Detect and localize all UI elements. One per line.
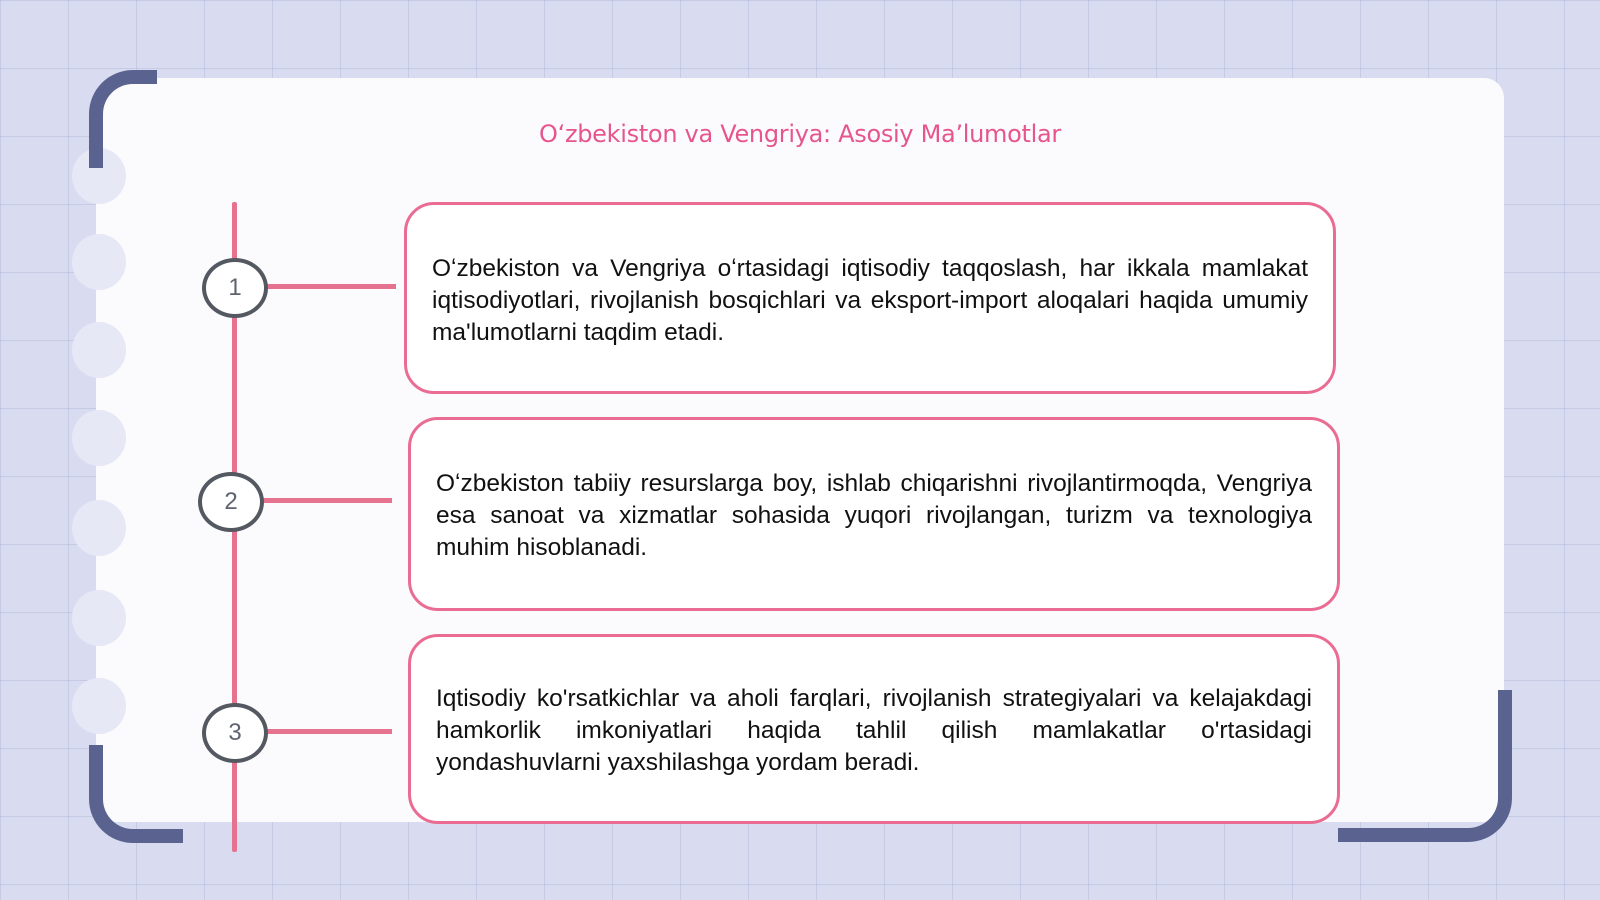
step-number-badge: 3: [202, 703, 268, 763]
info-card: [408, 634, 1340, 824]
info-card-text: Oʻzbekiston tabiiy resurslarga boy, ishlab chiqarishni rivojlantirmoqda, Vengriya esa sanoat va xizmatlar sohasida yuqori rivojlangan, turizm va texnologiya muhim hisoblanadi.: [436, 470, 1312, 561]
timeline-connector: [262, 498, 392, 503]
paper-notch: [72, 590, 126, 646]
step-number-badge: 2: [198, 472, 264, 532]
corner-bracket-bottom-left: [89, 745, 183, 843]
corner-bracket-top-left: [89, 70, 157, 168]
timeline-connector: [266, 729, 392, 734]
info-card: [408, 417, 1340, 611]
info-card-text: Oʻzbekiston va Vengriya oʻrtasidagi iqtisodiy taqqoslash, har ikkala mamlakat iqtisodiyotlari, rivojlanish bosqichlari va eksport-import aloqalari haqida umumiy ma'lumotlarni taqdim etadi.: [432, 255, 1308, 346]
paper-notch: [72, 678, 126, 734]
paper-notch: [72, 322, 126, 378]
paper-notch: [72, 500, 126, 556]
timeline-connector: [266, 284, 396, 289]
paper-notch: [72, 234, 126, 290]
slide-title: Oʻzbekiston va Vengriya: Asosiy Maʼlumotlar: [539, 120, 1061, 148]
info-card: [404, 202, 1336, 394]
paper-notch: [72, 410, 126, 466]
info-card-text: Iqtisodiy ko'rsatkichlar va aholi farqlari, rivojlanish strategiyalari va kelajakdagi hamkorlik imkoniyatlari haqida tahlil qilish mamlakatlar o'rtasidagi yondashuvlarni yaxshilashga yordam beradi.: [436, 685, 1312, 776]
step-number-badge: 1: [202, 258, 268, 318]
corner-bracket-bottom-right: [1338, 690, 1512, 842]
